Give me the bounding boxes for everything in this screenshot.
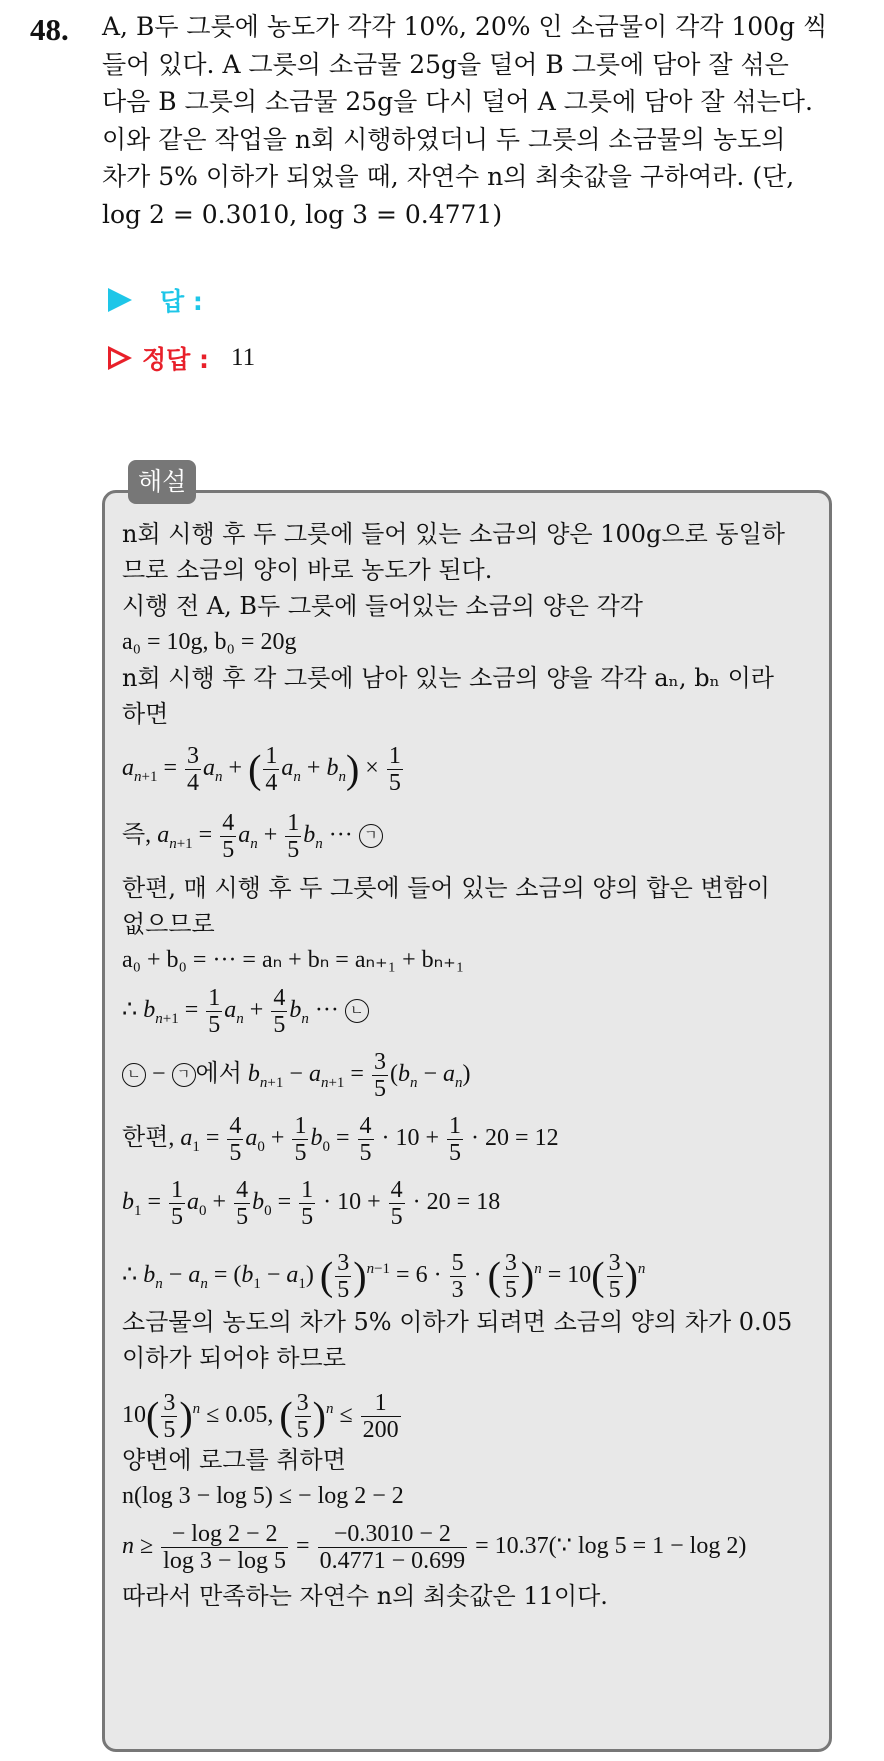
solution-line: 따라서 만족하는 자연수 n의 최솟값은 11이다. bbox=[122, 1582, 608, 1610]
solution-content bbox=[122, 516, 812, 1614]
solution-line: a₀ = 10g, b₀ = 20g bbox=[122, 629, 297, 655]
problem-line: 차가 5% 이하가 되었을 때, 자연수 n의 최솟값을 구하여라. (단, bbox=[102, 162, 795, 191]
solution-line: n회 시행 후 각 그릇에 남아 있는 소금의 양을 각각 aₙ, bₙ 이라 bbox=[122, 664, 774, 692]
solution-line: 소금물의 농도의 차가 5% 이하가 되려면 소금의 양의 차가 0.05 bbox=[122, 1308, 793, 1336]
play-outline-icon bbox=[108, 346, 132, 370]
solution-line: n(log 3 − log 5) ≤ − log 2 − 2 bbox=[122, 1483, 404, 1509]
equation-inequality: 10( $\frac{3}{5}$ )$^n$ ≤ 0.05, ( $\frac{3}{5}$ )$^n$ ≤ $\frac{1}{200}$ bbox=[122, 1389, 399, 1443]
problem-line: 이와 같은 작업을 n회 시행하였더니 두 그릇의 소금물의 농도의 bbox=[102, 124, 786, 154]
answer-label: 답 : bbox=[160, 287, 203, 316]
solution-line: 없으므로 bbox=[122, 910, 215, 938]
problem-number: 48. bbox=[30, 12, 69, 47]
equation-a1: 한편, $a_1$ = $\frac{4}{5}$ $a_0$ + $\frac{1}{5}$ $b_0$ = $\frac{4}{5}$ · 10 + $\frac{1}{5}$ · 20 = 12 bbox=[122, 1112, 559, 1166]
solution-line: 시행 전 A, B두 그릇에 들어있는 소금의 양은 각각 bbox=[122, 592, 643, 620]
equation-result: = 10.37(∵ log 5 = 1 − log 2) bbox=[475, 1533, 747, 1559]
problem-line: log 2 = 0.3010, log 3 = 0.4771) bbox=[102, 199, 503, 229]
problem-text bbox=[102, 8, 884, 233]
equation-difference: ㄴ − ㄱ 에서 $b_{n+1} - a_{n+1}$ = $\frac{3}{5}$ $(b_n - a_n)$ bbox=[122, 1042, 812, 1106]
solution-line: 이하가 되어야 하므로 bbox=[122, 1344, 346, 1372]
answer-row bbox=[108, 282, 203, 318]
solution-line: 하면 bbox=[122, 700, 169, 728]
correct-answer-row bbox=[108, 340, 255, 376]
solution-tag: 해설 bbox=[128, 460, 196, 504]
correct-answer-value: 11 bbox=[231, 344, 256, 371]
equation-general: ∴ $b_n - a_n = (b_1 - a_1)$ ( $\frac{3}{5}$ )$^{n-1}$ = 6 · $\frac{5}{3}$ · ( $\frac{3}{5}$ )$^n$ = 10( $\frac{3}{5}$ )$^n$ bbox=[122, 1249, 646, 1303]
equation-b1: $b_1$ = $\frac{1}{5}$ $a_0$ + $\frac{4}{5}$ $b_0$ = $\frac{1}{5}$ · 10 + $\frac{4}{5}$ · 20 = 18 bbox=[122, 1176, 501, 1230]
play-icon bbox=[108, 288, 132, 312]
equation-a: 즉, $a_{n+1}$ = $\frac{4}{5}$ $a_n$ + $\frac{1}{5}$ $b_n$ ··· ㄱ bbox=[122, 800, 812, 870]
problem-line: 다음 B 그릇의 소금물 25g을 다시 덜어 A 그릇에 담아 잘 섞는다. bbox=[102, 87, 813, 116]
solution-line: 양변에 로그를 취하면 bbox=[122, 1446, 346, 1474]
solution-line: 한편, 매 시행 후 두 그릇에 들어 있는 소금의 양의 합은 변함이 bbox=[122, 874, 770, 902]
equation-final: n ≥ $\frac{- \log 2 - 2}{\log 3 - \log 5}$ = $\frac{-0.3010 - 2}{0.4771 - 0.699}$ = 10.37(∵ log 5 = 1 − log 2) bbox=[122, 1520, 747, 1574]
solution-line: a₀ + b₀ = ··· = aₙ + bₙ = aₙ₊₁ + bₙ₊₁ bbox=[122, 947, 465, 973]
equation-b: ∴ $b_{n+1}$ = $\frac{1}{5}$ $a_n$ + $\frac{4}{5}$ $b_n$ ··· ㄴ bbox=[122, 978, 812, 1042]
problem-line: A, B두 그릇에 농도가 각각 10%, 20% 인 소금물이 각각 100g 씩 bbox=[102, 12, 828, 41]
solution-line: n회 시행 후 두 그릇에 들어 있는 소금의 양은 100g으로 동일하 bbox=[122, 520, 785, 548]
equation-recurrence: $a_{n+1}$ = $\frac{3}{4}$ $a_n$ + ( $\frac{1}{4}$ $a_n + b_n$) × $\frac{1}{5}$ bbox=[122, 742, 401, 796]
solution-line: 므로 소금의 양이 바로 농도가 된다. bbox=[122, 556, 493, 584]
correct-answer-label: 정답 : bbox=[142, 345, 210, 374]
problem-line: 들어 있다. A 그릇의 소금물 25g을 덜어 B 그릇에 담아 잘 섞은 bbox=[102, 49, 789, 79]
